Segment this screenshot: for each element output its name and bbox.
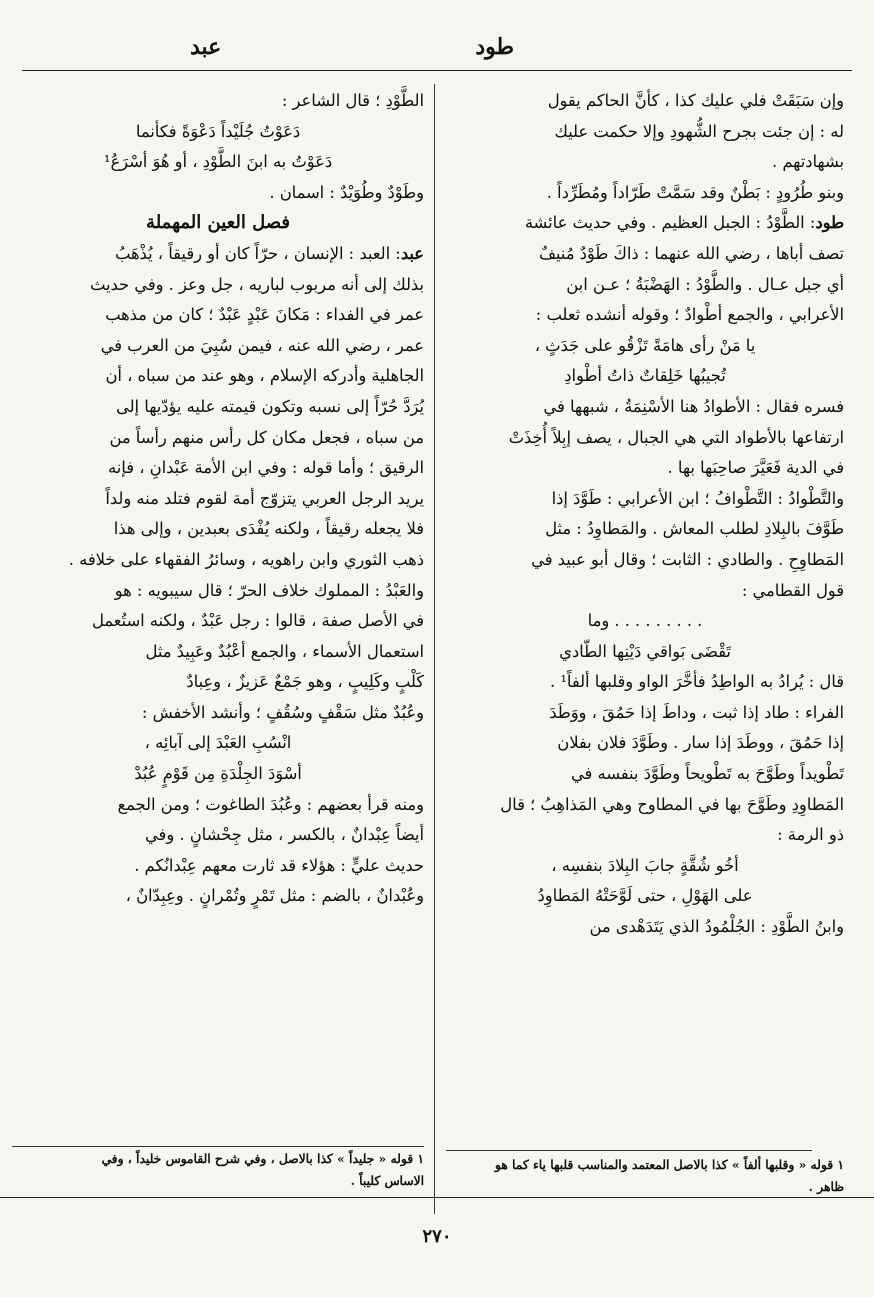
text-line: قال : يُرادُ به الواطِدُ فأخَّرَ الواو وقلبها ألفاً¹ . (550, 672, 844, 692)
entry-head-abd: عبد (400, 243, 424, 263)
text-line: طَوَّفَ بالبِلادِ لطلب المعاش . والمَطاوِدُ : مثل (545, 519, 844, 539)
text-line: الرقيق ؛ وأما قوله : وفي ابن الأمة عَبْدانِ ، فإنه (108, 458, 424, 478)
text-line: ومنه قرأ بعضهم : وعُبُدَ الطاغوت ؛ ومن الجمع (117, 794, 424, 814)
left-footnote-rule (12, 1146, 424, 1147)
section-title: فصل العين المهملة (146, 212, 290, 234)
text-line: ارتفاعها بالأطواد التي هي الجبال ، يصف إبِلاً أُخِذَتْ (508, 427, 844, 447)
verse-line: دَعَوْتُ جُلَيْداً دَعْوَةً فكأنما (135, 121, 301, 141)
footnote-line: ظاهر . (808, 1179, 844, 1194)
text-line: استعمال الأسماء ، والجمع أعْبُدٌ وعَبِيدٌ مثل (145, 641, 424, 661)
text-line: أي جبل عـال . والطَّوْدُ : الهَضْبَةُ ؛ عـن ابن (566, 274, 844, 294)
text-line: وإن سَبَقَتْ فلي عليك كذا ، كأنَّ الحاكم يقول (547, 91, 844, 110)
text-line: الطَّوْدِ ؛ قال الشاعر : (281, 91, 424, 110)
text-line: يريد الرجل العربي يتزوّج أمة لقوم فتلد منه ولداً (105, 488, 424, 508)
text-line: تصف أباها ، رضي الله عنهما : ذاكَ طَوْدٌ مُنيفٌ (539, 243, 844, 263)
right-header-word: طود (475, 34, 514, 60)
verse-line: تَقْضَى بَواقي دَيْنِها الطّادي (559, 641, 731, 661)
verse-line: دَعَوْتُ به ابنَ الطَّوْدِ ، أو هُوَ أسْرَعُ¹ (103, 152, 333, 172)
text-line: والعَبْدُ : المملوك خلاف الحرّ ؛ قال سيبويه : هو (114, 580, 424, 600)
text-line: ذهب الثوري وابن راهويه ، وسائرُ الفقهاء على خلافه . (68, 549, 424, 569)
right-column (446, 86, 844, 943)
left-footnote (12, 1148, 424, 1192)
text-line: وطَوْدٌ وطُوَيْدٌ : اسمان . (269, 182, 424, 202)
verse-line: على الهَوْلِ ، حتى لَوَّحَتْهُ المَطاوِدُ (537, 886, 753, 906)
left-column (12, 86, 424, 912)
entry-line: طود: الطَّوْدُ : الجبل العظيم . وفي حديث عائشة (524, 213, 844, 233)
verse-line: تُجيبُها خَلِقاتٌ ذاتُ أطْوادِ (564, 366, 726, 386)
text-line: حديث عليٍّ : هؤلاء قد ثارت معهم عِبْدانُكم . (134, 855, 424, 875)
text-line: المَطاوِحِ . والطادي : الثابت ؛ وقال أبو عبيد في (531, 549, 844, 569)
text-line: قول القطامي : (741, 580, 844, 600)
bottom-rule (0, 1197, 874, 1198)
page-number: ٢٧٠ (422, 1226, 452, 1247)
text-line: الفراء : طاد إذا ثبت ، وداطَ إذا حَمُقَ ، ووَطَدَ (549, 702, 844, 722)
entry-line: عبد: العبد : الإنسان ، حرّاً كان أو رقيقاً ، يُذْهَبُ (114, 243, 424, 263)
header-rule (22, 70, 852, 71)
text-line: بشهادتهم . (772, 152, 844, 172)
verse-line: أسْوَدَ الجِلْدَةِ مِن قَوْمٍ عُبُدْ (134, 764, 302, 784)
text-line: والتَّطْوادُ : التَّطْوافُ ؛ ابن الأعرابي : طَوَّدَ إذا (551, 488, 844, 508)
text-line: بذلك إلى أنه مربوب لباريه ، جل وعز . وفي حديث (89, 274, 424, 294)
text-line: في الدية فَعَيَّرَ صاحِبَها بها . (667, 458, 844, 478)
text-line: وعُبُدٌ مثل سَقْفٍ وسُقُفٍ ؛ وأنشد الأخفش : (141, 702, 424, 722)
text-line: أيضاً عِبْدانٌ ، بالكسر ، مثل جِحْشانٍ . وفي (144, 825, 424, 845)
column-divider (434, 84, 435, 1214)
verse-line: يا مَنْ رأى هامَةً تَزْقُو على جَدَثٍ ، (534, 335, 756, 355)
footnote-line: ١ قوله « جليداً » كذا بالاصل ، وفي شرح القاموس خليداً ، وفي (101, 1151, 424, 1166)
text-line: من سباه ، فجعل مكان كل رأس منهم رأساً من (109, 427, 424, 447)
verse-line: انْسُبِ العَبْدَ إلى آبائِه ، (144, 733, 292, 753)
text-line: وعُبْدانٌ ، بالضم : مثل تَمْرٍ وتُمْرانٍ . وعِبِدّانٌ ، (125, 886, 424, 906)
text-line: فسره فقال : الأطوادُ هنا الأسْنِمَةُ ، شبهها في (543, 396, 844, 416)
text-line: فلا يجعله رقيقاً ، ولكنه يُفْدَى بعبدين ، وإلى هذا (113, 519, 424, 539)
text-line: الجاهلية وأدركه الإسلام ، وهو عند من سباه ، أن (105, 366, 424, 386)
entry-head-tawd: طود (815, 213, 844, 233)
text-line: إذا حَمُقَ ، ووطَدَ إذا سار . وطَوَّدَ فلان بفلان (557, 733, 844, 753)
text-line: في الأصل صفة ، قالوا : رجل عَبْدٌ ، ولكنه استُعمل (91, 611, 424, 631)
text-line: عمر ، رضي الله عنه ، فيمن سُبِيَ من العرب في (100, 335, 424, 355)
right-footnote (446, 1154, 844, 1198)
text-line: له : إن جئت بجرح الشُّهودِ وإلا حكمت عليك (554, 121, 844, 141)
verse-line: . . . . . . . . . وما (587, 611, 703, 631)
text-line: يُرَدَّ حُرّاً إلى نسبه وتكون قيمته عليه يؤدّيها إلى (116, 396, 424, 416)
text-line: عمر في الفداء : مَكانَ عَبْدٍ عَبْدٌ ؛ كان من مذهب (105, 305, 424, 325)
left-header-word: عبد (190, 34, 222, 60)
text-line: وبنو طُرُودٍ : بَطْنٌ وقد سَمَّتْ طَرّاداً ومُطَرِّداً . (546, 182, 844, 202)
footnote-line: ١ قوله « وقلبها ألفاً » كذا بالاصل المعتمد والمناسب قلبها ياء كما هو (494, 1157, 844, 1172)
verse-line: أخُو شُقَّةٍ جابَ البِلادَ بنفسِه ، (551, 855, 739, 875)
text-line: تَطْويداً وطَوَّحَ به تَطْويحاً وطَوَّدَ بنفسه في (570, 764, 844, 784)
text-line: المَطاوِدِ وطَوَّحَ بها في المطاوح وهي المَذاهِبُ ؛ قال (500, 794, 844, 814)
footnote-line: الاساس كليباً . (350, 1173, 424, 1188)
text-line: ذو الرمة : (777, 825, 844, 845)
text-line: كَلْبٍ وكَلِيبٍ ، وهو جَمْعٌ عَزيزٌ ، وعِبادٌ (186, 672, 424, 692)
right-footnote-rule (446, 1150, 812, 1151)
text-line: الأعرابي ، والجمع أطْوادٌ ؛ وقوله أنشده ثعلب : (535, 305, 844, 325)
text-line: وابنُ الطَّوْدِ : الجُلْمُودُ الذي يَتَدَهْدى من (589, 917, 844, 937)
